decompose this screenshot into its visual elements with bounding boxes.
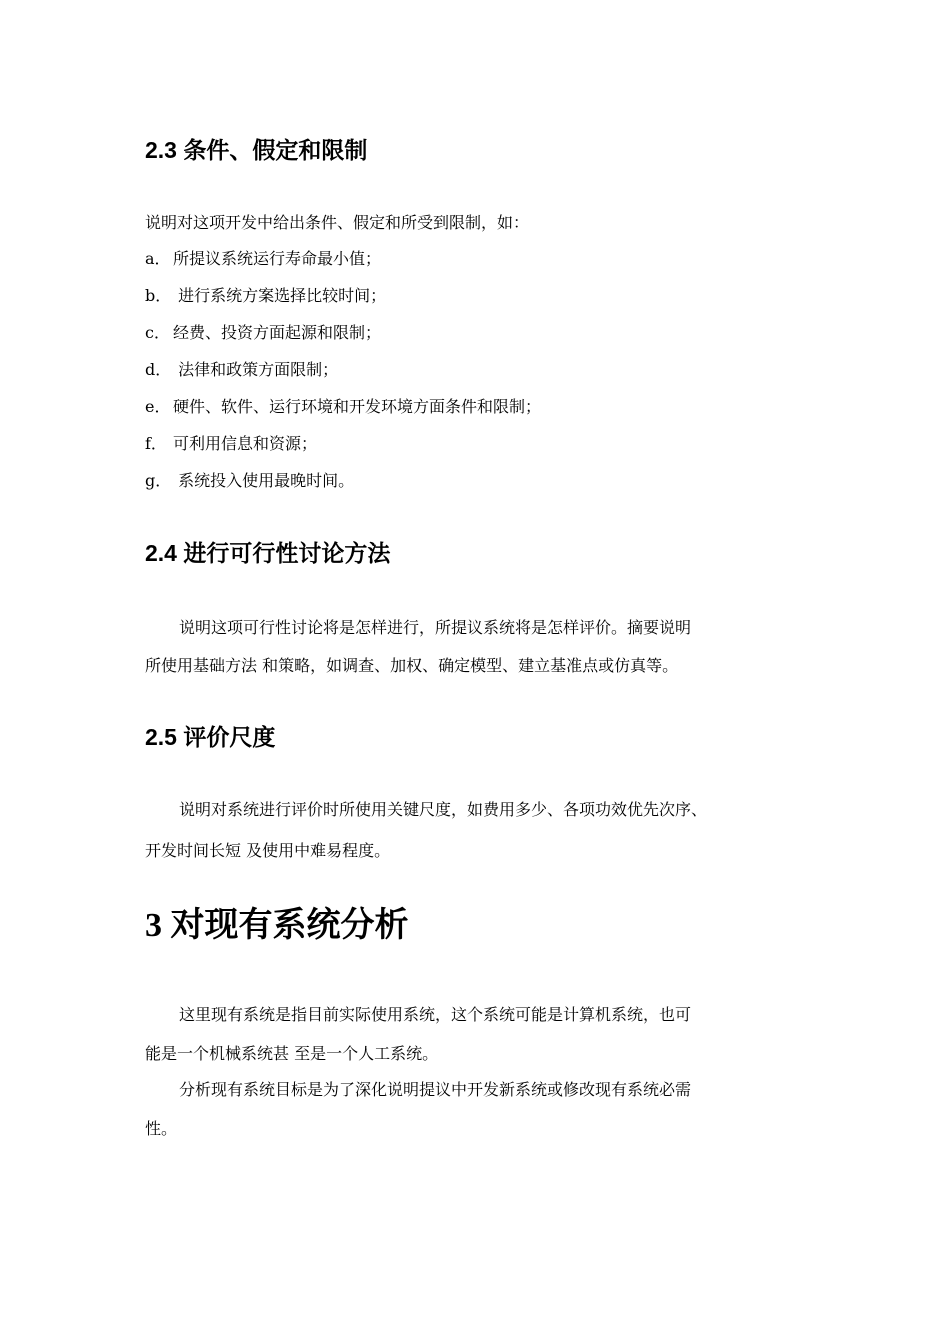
list-marker: d． <box>145 360 172 379</box>
list-marker: b． <box>145 286 172 305</box>
section-2-4-paragraph-line: 说明这项可行性讨论将是怎样进行，所提议系统将是怎样评价。摘要说明 <box>179 618 692 637</box>
list-item <box>145 322 381 344</box>
section-3-paragraph-line: 性。 <box>145 1119 178 1138</box>
section-heading-3: 3 对现有系统分析 <box>145 907 409 944</box>
list-item-text: 进行系统方案选择比较时间； <box>173 286 387 305</box>
list-marker: f． <box>145 434 167 453</box>
section-2-4-paragraph-line: 所使用基础方法 和策略，如调查、加权、确定模型、建立基准点或仿真等。 <box>145 656 679 675</box>
list-item <box>145 433 317 455</box>
list-item-text: 系统投入使用最晚时间。 <box>173 471 355 490</box>
list-marker: e． <box>145 397 171 416</box>
section-heading-2-4: 2.4 进行可行性讨论方法 <box>145 540 391 566</box>
list-item <box>145 248 381 270</box>
list-item-text: 经费、投资方面起源和限制； <box>173 323 382 342</box>
section-heading-2-3: 2.3 条件、假定和限制 <box>145 137 368 163</box>
list-item-text: 可利用信息和资源； <box>173 434 318 453</box>
section-2-5-paragraph-line: 开发时间长短 及使用中难易程度。 <box>145 841 391 860</box>
section-3-paragraph-line: 能是一个机械系统甚 至是一个人工系统。 <box>145 1044 439 1063</box>
list-marker: c． <box>145 323 170 342</box>
list-item <box>145 285 386 307</box>
list-marker: g． <box>145 471 172 490</box>
list-item-text: 所提议系统运行寿命最小值； <box>173 249 382 268</box>
section-3-paragraph-line: 分析现有系统目标是为了深化说明提议中开发新系统或修改现有系统必需 <box>179 1080 692 1099</box>
section-2-5-paragraph-line: 说明对系统进行评价时所使用关键尺度，如费用多少、各项功效优先次序、 <box>179 800 708 819</box>
list-item-text: 法律和政策方面限制； <box>173 360 339 379</box>
section-2-3-intro: 说明对这项开发中给出条件、假定和所受到限制，如： <box>145 213 530 232</box>
list-item <box>145 470 354 492</box>
list-item-text: 硬件、软件、运行环境和开发环境方面条件和限制； <box>173 397 542 416</box>
section-heading-2-5: 2.5 评价尺度 <box>145 724 276 750</box>
section-3-paragraph-line: 这里现有系统是指目前实际使用系统，这个系统可能是计算机系统，也可 <box>179 1005 692 1024</box>
list-marker: a． <box>145 249 171 268</box>
list-item <box>145 359 338 381</box>
list-item <box>145 396 541 418</box>
